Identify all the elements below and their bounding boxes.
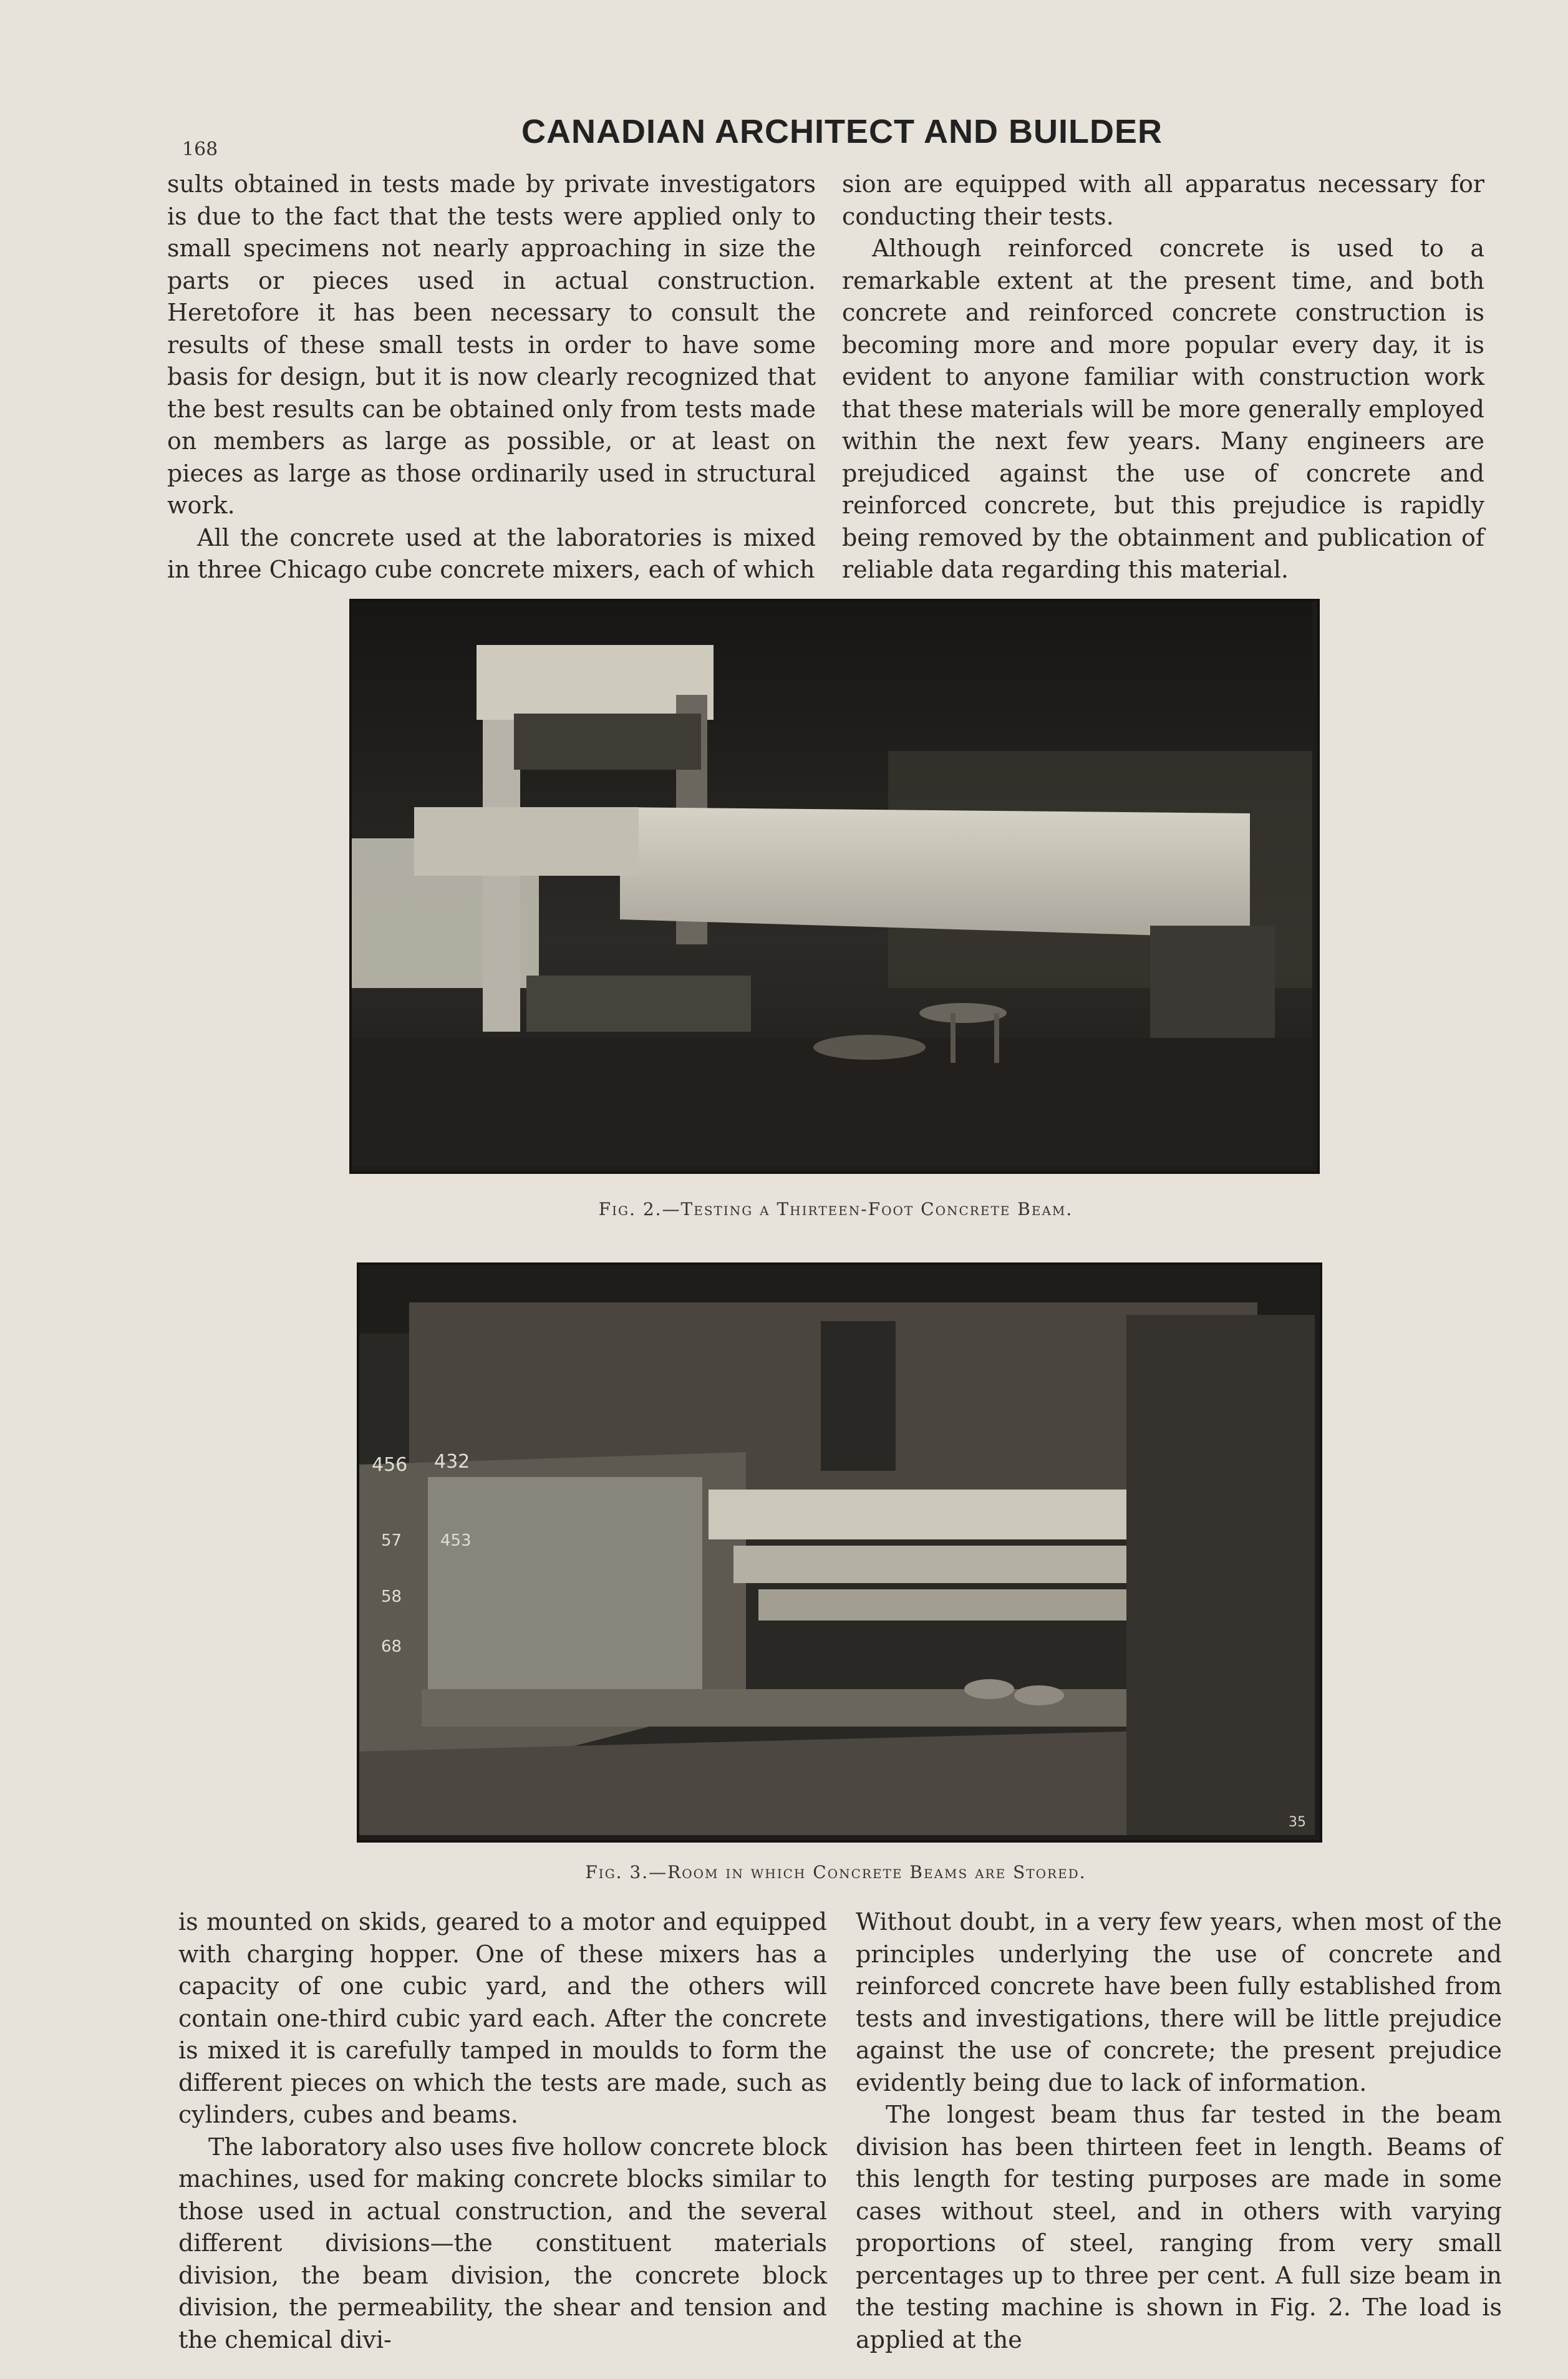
top-left-column	[167, 168, 816, 586]
beam-storage-room-photo	[357, 1262, 1322, 1843]
top-right-column	[842, 168, 1484, 586]
specimen-label: 453	[440, 1531, 472, 1550]
paragraph: Although reinforced concrete is used to a remarkable extent at the present time, and both concrete and reinforced concrete construction is becoming more and more popular every day, it is evident to anyone familiar with construction work that these materials will be more generally employed within the next few years. Many engineers are prejudiced against the use of concrete and reinforced concrete, but this prejudice is rapidly being removed by the obtainment and publication of reliable data regarding this material.	[842, 235, 1484, 583]
specimen-label: 58	[381, 1587, 402, 1606]
paragraph: All the concrete used at the laboratories is mixed in three Chicago cube concrete mixers, each of which	[167, 523, 816, 583]
paragraph: The longest beam thus far tested in the beam division has been thirteen feet in length. Beams of this length for testing purposes are made in some cases without steel, and in others with varying proportions of steel, ranging from very small percentages up to three per cent. A full size beam in the testing machine is shown in Fig. 2. The load is applied at the	[856, 2101, 1502, 2353]
beam-testing-photo-image	[352, 601, 1312, 1166]
bottom-right-column	[856, 1906, 1502, 2356]
paragraph: sion are equipped with all apparatus necessary for conducting their tests.	[842, 170, 1484, 230]
beam-testing-photo	[349, 599, 1320, 1174]
specimen-label: 57	[381, 1531, 402, 1550]
specimen-label: 68	[381, 1637, 402, 1656]
paragraph: sults obtained in tests made by private investigators is due to the fact that the tests were applied only to small specimens not nearly approaching in size the parts or pieces used in actual construction. Heretofore it has been necessary to consult the results of these small tests in order to have some basis for design, but it is now clearly recognized that the best results can be obtained only from tests made on members as large as possible, or at least on pieces as large as those ordinarily used in structural work.	[167, 170, 816, 519]
figure-caption: Fig. 2.—Testing a Thirteen-Foot Concrete Beam.	[598, 1199, 1073, 1219]
paragraph: The laboratory also uses five hollow concrete block machines, used for making concrete blocks similar to those used in actual construction, and the several different divisions—the constituent materials division, the beam division, the concrete block division, the permeability, the shear and tension and the chemical divi-	[178, 2133, 827, 2353]
paragraph: is mounted on skids, geared to a motor and equipped with charging hopper. One of these mixers has a capacity of one cubic yard, and the others will contain one-third cubic yard each. After the concrete is mixed it is carefully tamped in moulds to form the different pieces on which the tests are made, such as cylinders, cubes and beams.	[178, 1908, 827, 2128]
figure-caption: Fig. 3.—Room in which Concrete Beams are Stored.	[585, 1862, 1086, 1882]
specimen-label: 456	[372, 1454, 408, 1476]
plate-number: 35	[1289, 1815, 1306, 1830]
specimen-label: 432	[434, 1451, 470, 1473]
paragraph: Without doubt, in a very few years, when most of the principles underlying the use of concrete and reinforced concrete have been fully established from tests and investigations, there will be little prejudice against the use of concrete; the present prejudice evidently being due to lack of information.	[856, 1908, 1502, 2096]
running-head: CANADIAN ARCHITECT AND BUILDER	[521, 113, 1163, 150]
page-number: 168	[182, 138, 218, 160]
bottom-left-column	[178, 1906, 827, 2356]
beam-storage-room-photo-image	[359, 1265, 1315, 1835]
